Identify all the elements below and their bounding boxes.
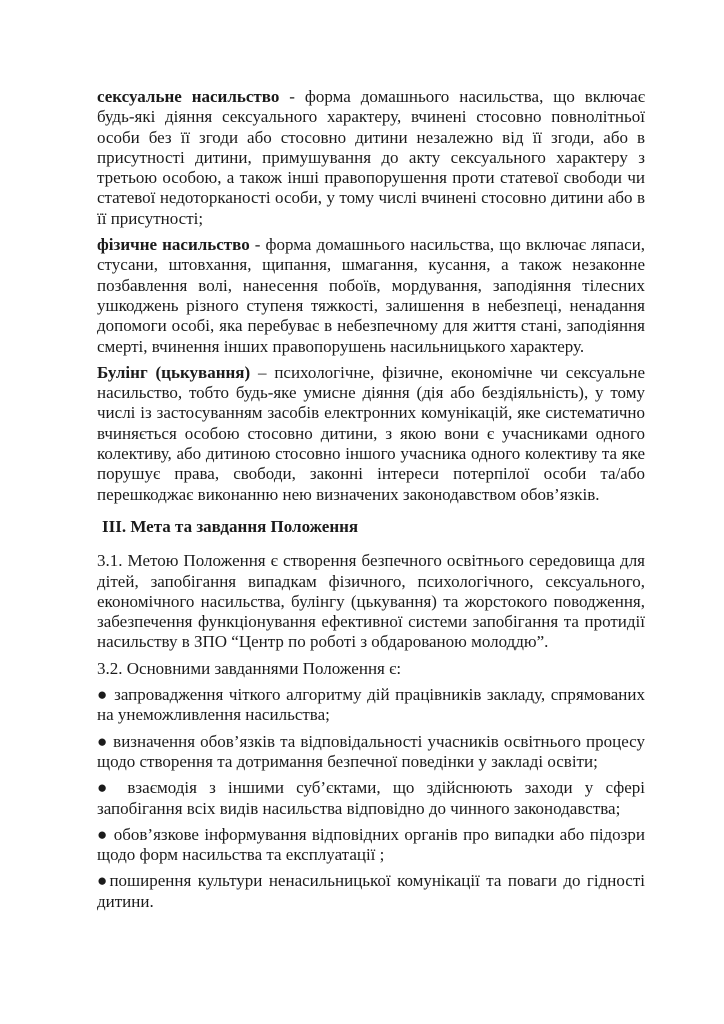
paragraph-3-2: 3.2. Основними завданнями Положення є: [97,658,402,678]
bullet-item-5: ●поширення культури ненасильницької комунікації та поваги до гідності дитини. [97,871,645,911]
definition-body: – психологічне, фізичне, економічне чи сексуальне насильство, тобто будь-яке умисне діяння (дія або бездіяльність), у тому числі із застосуванням засобів електронних комунікацій, яке систематично вчиняється особою стосовно дитини, з якою вони є учасниками одного колективу, або дитиною стосовно іншого учасника одного колективу та яке порушує права, свободи, законні інтереси потерпілої особи та/або перешкоджає виконанню нею визначених законодавством обов’язків. [97,362,646,504]
definition-bullying [97,363,645,505]
bullet-item-1: ● запровадження чіткого алгоритму дій працівників закладу, спрямованих на унеможливлення насильства; [97,685,645,725]
definition-body: - форма домашнього насильства, що включає будь-які діяння сексуального характеру, вчинені стосовно повнолітньої особи без її згоди або стосовно дитини незалежно від її згоди, або в присутності дитини, примушування до акту сексуального характеру з третьою особою, а також інші правопорушення проти статевої свободи чи статевої недоторканості особи, у тому числі вчинені стосовно дитини або в її присутності; [97,87,645,228]
definition-term: сексуальне насильство [97,87,280,106]
bullet-item-3: ● взаємодія з іншими суб’єктами, що здійснюють заходи у сфері запобігання всіх видів насильства відповідно до чинного законодавства; [97,778,645,818]
bullet-item-2: ● визначення обов’язків та відповідальності учасників освітнього процесу щодо створення та дотримання безпечної поведінки у закладі освіти; [97,731,645,771]
definition-sexual-violence [97,87,645,229]
definition-body: - форма домашнього насильства, що включає ляпаси, стусани, штовхання, щипання, шмагання, кусання, а також незаконне позбавлення волі, нанесення побоїв, мордування, заподіяння тілесних ушкоджень різного ступеня тяжкості, залишення в небезпеці, ненадання допомоги особі, яка перебуває в небезпечному для життя стані, заподіяння смерті, вчинення інших правопорушень насильницького характеру. [97,235,645,356]
paragraph-3-1: 3.1. Метою Положення є створення безпечного освітнього середовища для дітей, запобігання випадкам фізичного, психологічного, сексуального, економічного насильства, булінгу (цькування) та жорстокого поводження, забезпечення функціонування ефективної системи запобігання та протидії насильству в ЗПО “Центр по роботі з обдарованою молоддю”. [97,551,645,652]
definition-physical-violence [97,235,645,357]
definition-term: Булінг (цькування) [97,362,251,382]
section-heading: III. Мета та завдання Положення [102,516,359,536]
bullet-item-4: ● обов’язкове інформування відповідних органів про випадки або підозри щодо форм насильства та експлуатації ; [97,824,645,865]
definition-term: фізичне насильство [97,235,250,255]
